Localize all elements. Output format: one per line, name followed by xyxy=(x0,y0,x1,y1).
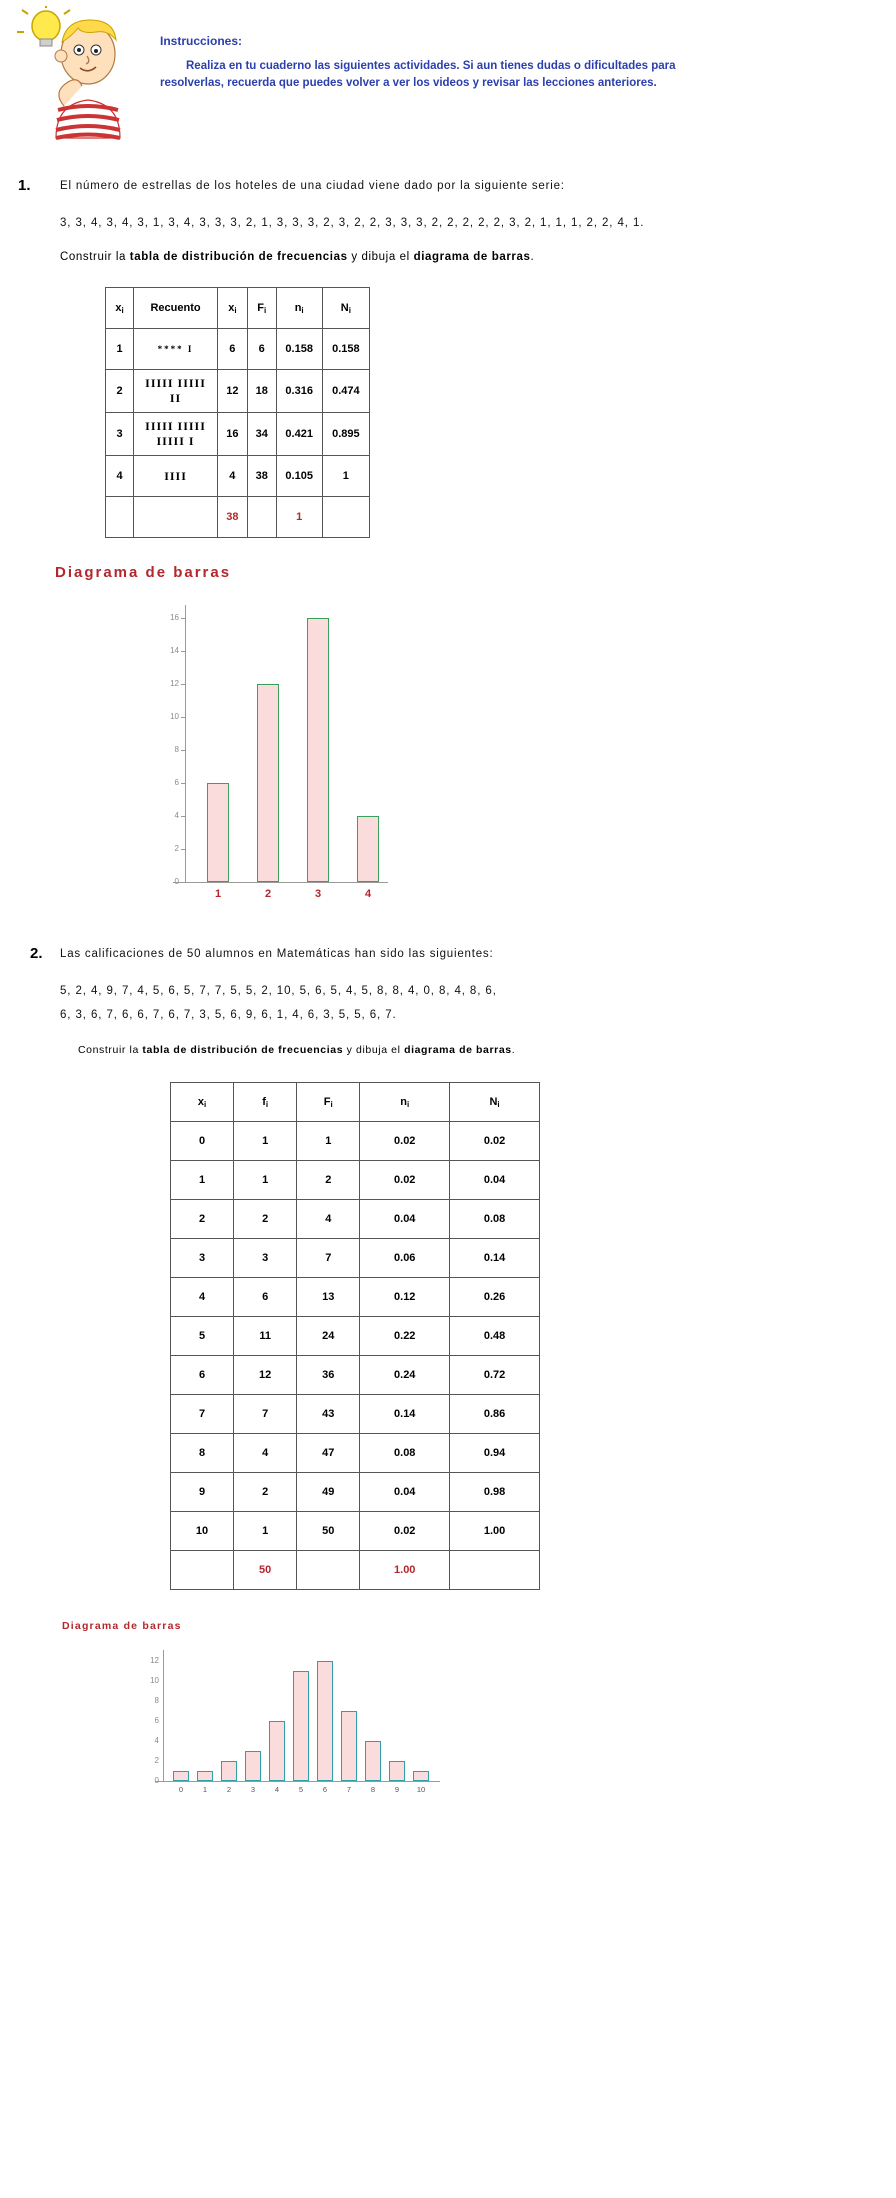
chart-1-xtick: 1 xyxy=(214,888,222,901)
instructions-text xyxy=(160,34,720,91)
chart-1-ytick: 8 xyxy=(174,745,179,755)
exercise-2-series-line-1: 5, 2, 4, 9, 7, 4, 5, 6, 5, 7, 7, 5, 5, 2, 10, 5, 6, 5, 4, 5, 8, 8, 4, 0, 8, 4, 8, 6, xyxy=(60,984,497,997)
cell-ni: 0.02 xyxy=(360,1512,450,1551)
table-row xyxy=(171,1317,540,1356)
chart-2-ytick: 6 xyxy=(154,1716,159,1726)
cell-Fi: 2 xyxy=(297,1161,360,1200)
header-xi: $x_i$ xyxy=(171,1083,234,1122)
table-row xyxy=(171,1239,540,1278)
table-row xyxy=(106,413,370,456)
total-ni: 1 xyxy=(276,497,322,538)
header-Ni: $N_i$ xyxy=(322,288,369,329)
cell-empty xyxy=(247,497,276,538)
chart-1-tickmark xyxy=(181,849,186,850)
header-Fi: $F_i$ xyxy=(297,1083,360,1122)
header-fi: $x_i$ xyxy=(217,288,247,329)
instruction-end: . xyxy=(511,1044,516,1057)
exercise-1-number: 1. xyxy=(18,177,31,194)
cell-Ni: 0.14 xyxy=(450,1239,540,1278)
cell-xi: 2 xyxy=(171,1200,234,1239)
chart-2-bar xyxy=(269,1721,285,1781)
chart-1-bar xyxy=(257,684,279,882)
instruction-end: . xyxy=(530,251,535,264)
chart-1-bar xyxy=(307,618,329,882)
cell-xi: 9 xyxy=(171,1473,234,1512)
chart-1-tickmark xyxy=(181,618,186,619)
cell-ni: 0.105 xyxy=(276,456,322,497)
cell-Ni: 1 xyxy=(322,456,369,497)
cell-fi: 6 xyxy=(217,329,247,370)
cell-Ni: 0.04 xyxy=(450,1161,540,1200)
cell-Fi: 13 xyxy=(297,1278,360,1317)
exercise-2-table-wrap xyxy=(170,1082,866,1590)
cell-Fi: 43 xyxy=(297,1395,360,1434)
instructions-title: Instrucciones: xyxy=(160,34,243,48)
cell-Fi: 6 xyxy=(247,329,276,370)
chart-2-bar xyxy=(317,1661,333,1781)
cell-fi: 1 xyxy=(234,1512,297,1551)
cell-empty xyxy=(450,1551,540,1590)
table-row xyxy=(106,456,370,497)
chart-1-x-axis xyxy=(173,882,388,883)
cell-xi: 10 xyxy=(171,1512,234,1551)
cell-xi: 0 xyxy=(171,1122,234,1161)
table-row xyxy=(106,370,370,413)
cell-Ni: 0.48 xyxy=(450,1317,540,1356)
chart-1-ytick: 12 xyxy=(170,679,179,689)
cell-xi: 3 xyxy=(171,1239,234,1278)
mascot-illustration-icon xyxy=(16,6,136,141)
chart-2-bar xyxy=(221,1761,237,1781)
exercise-2 xyxy=(0,945,896,1820)
cell-ni: 0.02 xyxy=(360,1122,450,1161)
frequency-table-2 xyxy=(170,1082,540,1590)
table-total-row xyxy=(106,497,370,538)
cell-xi: 7 xyxy=(171,1395,234,1434)
exercise-2-number: 2. xyxy=(30,945,43,963)
chart-1-ytick: 16 xyxy=(170,613,179,623)
cell-xi: 2 xyxy=(106,370,134,413)
chart-1-ytick: 14 xyxy=(170,646,179,656)
table-row xyxy=(171,1473,540,1512)
chart-2-bar xyxy=(245,1751,261,1781)
table-header-row xyxy=(106,288,370,329)
table-row xyxy=(171,1161,540,1200)
table-row xyxy=(106,329,370,370)
cell-fi: 1 xyxy=(234,1161,297,1200)
chart-2-ytick: 2 xyxy=(154,1756,159,1766)
instruction-pre: Construir la xyxy=(78,1044,143,1057)
cell-ni: 0.24 xyxy=(360,1356,450,1395)
instruction-mid: y dibuja el xyxy=(347,251,414,264)
chart-1-ytick: 10 xyxy=(170,712,179,722)
chart-1-tickmark xyxy=(181,651,186,652)
cell-empty xyxy=(134,497,218,538)
cell-empty xyxy=(322,497,369,538)
cell-ni: 0.08 xyxy=(360,1434,450,1473)
table-row xyxy=(171,1434,540,1473)
cell-recuento: IIIII IIIII II xyxy=(134,370,218,413)
cell-fi: 12 xyxy=(217,370,247,413)
cell-fi: 1 xyxy=(234,1122,297,1161)
table-row xyxy=(171,1356,540,1395)
chart-1-xtick: 4 xyxy=(364,888,372,901)
header-Fi: $F_i$ xyxy=(247,288,276,329)
chart-2-ytick: 0 xyxy=(154,1776,159,1786)
chart-1-ytick: 6 xyxy=(174,778,179,788)
cell-fi: 4 xyxy=(234,1434,297,1473)
chart-2-bar xyxy=(173,1771,189,1781)
chart-1-ytick: 2 xyxy=(174,844,179,854)
chart-1-ytick: 0 xyxy=(174,877,179,887)
chart-1-xtick: 2 xyxy=(264,888,272,901)
chart-1-tickmark xyxy=(181,717,186,718)
cell-empty xyxy=(171,1551,234,1590)
table-row xyxy=(171,1278,540,1317)
chart-2-bar xyxy=(341,1711,357,1781)
chart-1-ytick: 4 xyxy=(174,811,179,821)
chart-2-xtick: 8 xyxy=(370,1785,376,1795)
table-row xyxy=(171,1200,540,1239)
chart-1-y-axis xyxy=(185,605,186,883)
cell-Fi: 18 xyxy=(247,370,276,413)
instruction-bold-tabla: tabla de distribución de frecuencias xyxy=(142,1044,344,1057)
chart-2-xtick: 3 xyxy=(250,1785,256,1795)
chart-2-bar xyxy=(389,1761,405,1781)
cell-empty xyxy=(106,497,134,538)
chart-2-xtick: 4 xyxy=(274,1785,280,1795)
cell-Ni: 0.474 xyxy=(322,370,369,413)
chart-1-xtick: 3 xyxy=(314,888,322,901)
chart-2-bar xyxy=(413,1771,429,1781)
header-fi: $f_i$ xyxy=(234,1083,297,1122)
chart-2-ytick: 4 xyxy=(154,1736,159,1746)
cell-xi: 4 xyxy=(106,456,134,497)
cell-Ni: 0.08 xyxy=(450,1200,540,1239)
chart-2-title: Diagrama de barras xyxy=(62,1620,182,1633)
exercise-1-instruction xyxy=(60,251,866,263)
exercise-1-series: 3, 3, 4, 3, 4, 3, 1, 3, 4, 3, 3, 3, 2, 1, 3, 3, 3, 2, 3, 2, 2, 3, 3, 3, 2, 2, 2, 2, 2, 3, 2, 1, 1, 1, 2, 2, 4, 1. xyxy=(60,216,645,229)
cell-ni: 0.02 xyxy=(360,1161,450,1200)
cell-fi: 12 xyxy=(234,1356,297,1395)
chart-1-bar xyxy=(207,783,229,882)
bar-chart-1 xyxy=(165,605,425,905)
chart-2-xtick: 9 xyxy=(394,1785,400,1795)
chart-2-xtick: 7 xyxy=(346,1785,352,1795)
total-fi: 50 xyxy=(234,1551,297,1590)
chart-2-ytick: 10 xyxy=(150,1676,159,1686)
cell-fi: 7 xyxy=(234,1395,297,1434)
instruction-bold-diagrama: diagrama de barras xyxy=(404,1044,512,1057)
cell-Fi: 24 xyxy=(297,1317,360,1356)
header-xi: $x_i$ xyxy=(106,288,134,329)
exercise-1 xyxy=(0,177,896,905)
chart-2-xtick: 1 xyxy=(202,1785,208,1795)
cell-Fi: 38 xyxy=(247,456,276,497)
cell-fi: 16 xyxy=(217,413,247,456)
bar-chart-2 xyxy=(145,1650,445,1820)
chart-1-tickmark xyxy=(181,750,186,751)
table-row xyxy=(171,1512,540,1551)
cell-Fi: 34 xyxy=(247,413,276,456)
exercise-2-instruction xyxy=(78,1044,866,1056)
cell-xi: 8 xyxy=(171,1434,234,1473)
cell-Ni: 0.02 xyxy=(450,1122,540,1161)
header-recuento: Recuento xyxy=(134,288,218,329)
chart-1-title: Diagrama de barras xyxy=(55,564,232,582)
cell-fi: 4 xyxy=(217,456,247,497)
chart-2-xtick: 6 xyxy=(322,1785,328,1795)
cell-fi: 2 xyxy=(234,1200,297,1239)
cell-recuento: IIIII IIIII IIIII I xyxy=(134,413,218,456)
cell-Fi: 1 xyxy=(297,1122,360,1161)
table-row xyxy=(171,1122,540,1161)
cell-ni: 0.421 xyxy=(276,413,322,456)
cell-Fi: 4 xyxy=(297,1200,360,1239)
chart-2-xtick: 5 xyxy=(298,1785,304,1795)
cell-Ni: 0.94 xyxy=(450,1434,540,1473)
instruction-bold-tabla: tabla de distribución de frecuencias xyxy=(129,251,348,264)
cell-Fi: 50 xyxy=(297,1512,360,1551)
total-ni: 1.00 xyxy=(360,1551,450,1590)
cell-Fi: 7 xyxy=(297,1239,360,1278)
header-ni: $n_i$ xyxy=(360,1083,450,1122)
cell-xi: 1 xyxy=(171,1161,234,1200)
instruction-mid: y dibuja el xyxy=(343,1044,405,1057)
chart-2-bar xyxy=(197,1771,213,1781)
chart-2-xtick: 10 xyxy=(416,1785,426,1795)
cell-ni: 0.316 xyxy=(276,370,322,413)
cell-fi: 6 xyxy=(234,1278,297,1317)
table-header-row xyxy=(171,1083,540,1122)
instruction-pre: Construir la xyxy=(60,251,130,264)
chart-2-bar xyxy=(293,1671,309,1781)
cell-Ni: 0.86 xyxy=(450,1395,540,1434)
chart-2-xtick: 0 xyxy=(178,1785,184,1795)
cell-Ni: 0.72 xyxy=(450,1356,540,1395)
chart-2-y-axis xyxy=(163,1650,164,1782)
cell-ni: 0.06 xyxy=(360,1239,450,1278)
chart-1-tickmark xyxy=(181,783,186,784)
cell-empty xyxy=(297,1551,360,1590)
cell-fi: 11 xyxy=(234,1317,297,1356)
cell-Ni: 1.00 xyxy=(450,1512,540,1551)
cell-recuento: **** I xyxy=(134,329,218,370)
cell-ni: 0.04 xyxy=(360,1473,450,1512)
cell-ni: 0.04 xyxy=(360,1200,450,1239)
exercise-2-statement: Las calificaciones de 50 alumnos en Matemáticas han sido las siguientes: xyxy=(60,948,494,961)
cell-Ni: 0.158 xyxy=(322,329,369,370)
chart-1-bar xyxy=(357,816,379,882)
cell-Fi: 49 xyxy=(297,1473,360,1512)
chart-1-tickmark xyxy=(181,684,186,685)
frequency-table-1 xyxy=(105,287,370,538)
cell-Ni: 0.895 xyxy=(322,413,369,456)
instructions-body: Realiza en tu cuaderno las siguientes actividades. Si aun tienes dudas o dificultades para resolverlas, recuerda que puedes volver a ver los videos y revisar las lecciones anteriores. xyxy=(160,60,676,89)
chart-2-ytick: 8 xyxy=(154,1696,159,1706)
cell-fi: 3 xyxy=(234,1239,297,1278)
header-ni: $n_i$ xyxy=(276,288,322,329)
cell-ni: 0.158 xyxy=(276,329,322,370)
chart-1-tickmark xyxy=(181,882,186,883)
exercise-1-table-wrap xyxy=(105,287,866,538)
cell-ni: 0.12 xyxy=(360,1278,450,1317)
cell-xi: 5 xyxy=(171,1317,234,1356)
exercise-1-statement: El número de estrellas de los hoteles de una ciudad viene dado por la siguiente serie: xyxy=(60,180,565,192)
cell-xi: 1 xyxy=(106,329,134,370)
instruction-bold-diagrama: diagrama de barras xyxy=(413,251,531,264)
chart-2-xtick: 2 xyxy=(226,1785,232,1795)
chart-1-tickmark xyxy=(181,816,186,817)
cell-recuento: IIII xyxy=(134,456,218,497)
cell-Fi: 47 xyxy=(297,1434,360,1473)
chart-2-ytick: 12 xyxy=(150,1656,159,1666)
table-row xyxy=(171,1395,540,1434)
cell-xi: 4 xyxy=(171,1278,234,1317)
chart-2-bar xyxy=(365,1741,381,1781)
cell-ni: 0.22 xyxy=(360,1317,450,1356)
cell-Fi: 36 xyxy=(297,1356,360,1395)
total-fi: 38 xyxy=(217,497,247,538)
cell-fi: 2 xyxy=(234,1473,297,1512)
table-total-row xyxy=(171,1551,540,1590)
chart-2-x-axis xyxy=(155,1781,440,1782)
header-Ni: $N_i$ xyxy=(450,1083,540,1122)
cell-Ni: 0.98 xyxy=(450,1473,540,1512)
instructions-block xyxy=(0,0,896,155)
exercise-2-series-line-2: 6, 3, 6, 7, 6, 6, 7, 6, 7, 3, 5, 6, 9, 6, 1, 4, 6, 3, 5, 5, 6, 7. xyxy=(60,1009,397,1022)
cell-xi: 3 xyxy=(106,413,134,456)
cell-xi: 6 xyxy=(171,1356,234,1395)
cell-Ni: 0.26 xyxy=(450,1278,540,1317)
cell-ni: 0.14 xyxy=(360,1395,450,1434)
